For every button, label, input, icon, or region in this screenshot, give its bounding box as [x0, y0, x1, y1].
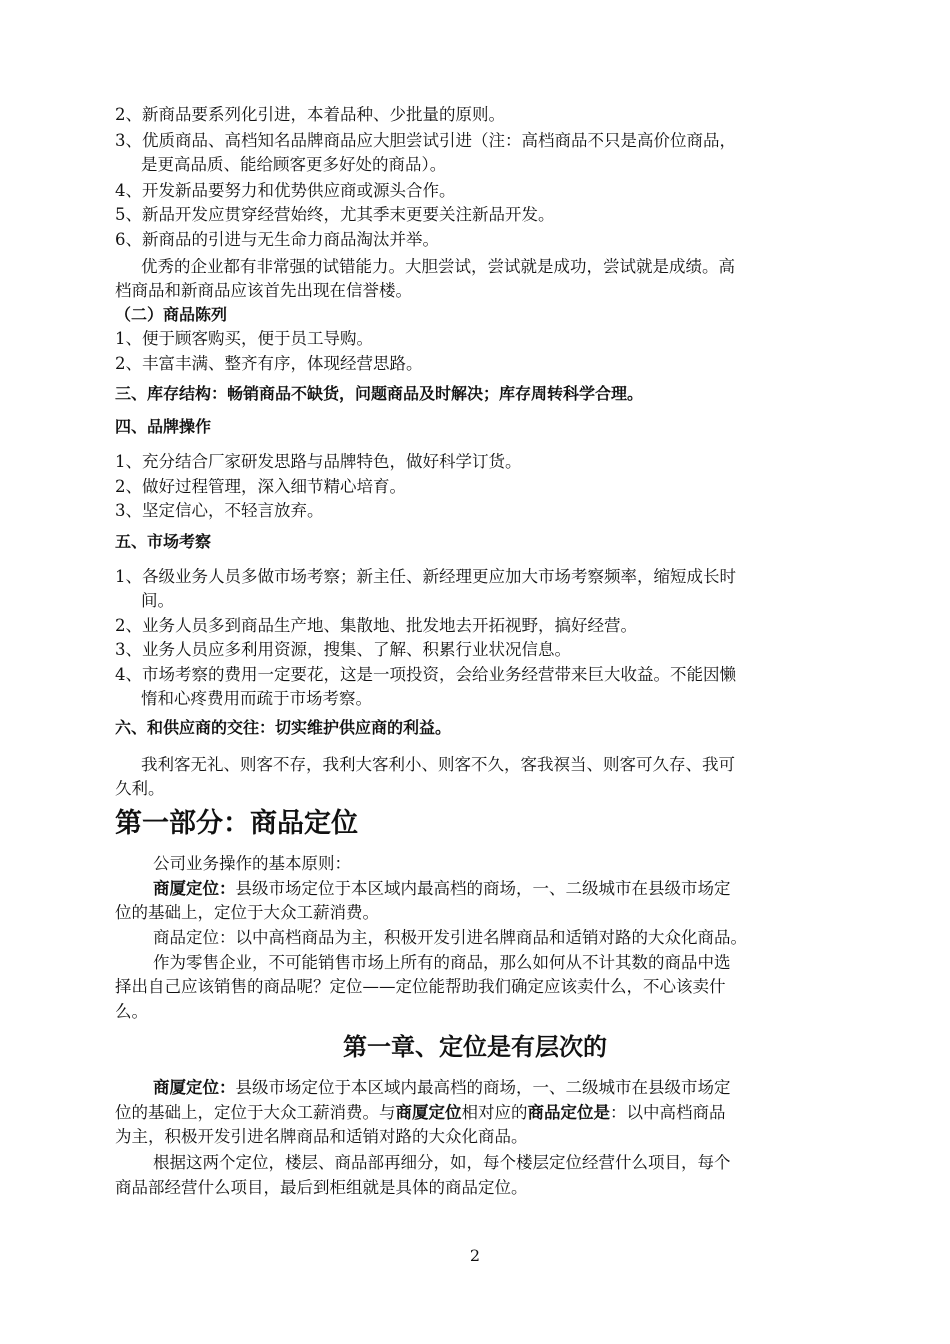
- paragraph-line: [153, 877, 878, 901]
- list-item: 4、市场考察的费用一定要花，这是一项投资，会给业务经营带来巨大收益。不能因懒: [115, 665, 736, 684]
- section-heading: 三、库存结构：畅销商品不缺货，问题商品及时解决；库存周转科学合理。: [115, 384, 644, 403]
- list-item: 5、新品开发应贯穿经营始终，尤其季末更要关注新品开发。: [115, 205, 555, 224]
- paragraph-line: [115, 1101, 840, 1125]
- paragraph-line: 为主，积极开发引进名牌商品和适销对路的大众化商品。: [115, 1127, 528, 1146]
- paragraph-line: 根据这两个定位，楼层、商品部再细分，如，每个楼层定位经营什么项目，每个: [153, 1153, 731, 1172]
- list-item: 2、丰富丰满、整齐有序，体现经营思路。: [115, 354, 423, 373]
- list-item: 3、优质商品、高档知名品牌商品应大胆尝试引进（注：高档商品不只是高价位商品，: [115, 131, 736, 150]
- text-run: 县级市场定位于本区域内最高档的商场，一、二级城市在县级市场定: [235, 879, 731, 898]
- section-heading: 五、市场考察: [115, 532, 212, 551]
- paragraph-line: 商品定位：以中高档商品为主，积极开发引进名牌商品和适销对路的大众化商品。: [153, 928, 747, 947]
- list-item: 1、各级业务人员多做市场考察；新主任、新经理更应加大市场考察频率，缩短成长时: [115, 567, 736, 586]
- paragraph-line: 优秀的企业都有非常强的试错能力。大胆尝试，尝试就是成功，尝试就是成绩。高: [141, 257, 735, 276]
- list-item-continuation: 惰和心疼费用而疏于市场考察。: [141, 689, 372, 708]
- bold-term: 商品定位是: [527, 1103, 610, 1122]
- paragraph-line: 久利。: [115, 779, 165, 798]
- list-item: 1、充分结合厂家研发思路与品牌特色，做好科学订货。: [115, 452, 522, 471]
- bold-term: 商厦定位：: [153, 1078, 236, 1097]
- list-item-continuation: 是更高品质、能给顾客更多好处的商品）。: [141, 155, 447, 174]
- list-item: 3、坚定信心，不轻言放弃。: [115, 501, 324, 520]
- list-item: 1、便于顾客购买，便于员工导购。: [115, 329, 373, 348]
- paragraph-line: 择出自己应该销售的商品呢？定位——定位能帮助我们确定应该卖什么，不心该卖什: [115, 977, 726, 996]
- list-item: 2、业务人员多到商品生产地、集散地、批发地去开拓视野，搞好经营。: [115, 616, 637, 635]
- list-item: 4、开发新品要努力和优势供应商或源头合作。: [115, 181, 456, 200]
- paragraph-line: [153, 1076, 878, 1100]
- section-heading: （二）商品陈列: [115, 305, 228, 324]
- paragraph-line: 档商品和新商品应该首先出现在信誉楼。: [115, 281, 412, 300]
- page-number: 2: [469, 1246, 481, 1265]
- list-item: 6、新商品的引进与无生命力商品淘汰并举。: [115, 230, 439, 249]
- paragraph-line: 么。: [115, 1002, 148, 1021]
- bold-term: 商厦定位: [395, 1103, 462, 1122]
- list-item: 2、新商品要系列化引进，本着品种、少批量的原则。: [115, 105, 505, 124]
- paragraph-line: 位的基础上，定位于大众工薪消费。: [115, 903, 379, 922]
- list-item-continuation: 间。: [141, 591, 174, 610]
- chapter-title: 第一章、定位是有层次的: [343, 1033, 607, 1061]
- paragraph-line: 公司业务操作的基本原则：: [153, 854, 351, 873]
- list-item: 2、做好过程管理，深入细节精心培育。: [115, 477, 406, 496]
- section-heading: 四、品牌操作: [115, 417, 212, 436]
- text-run: ：以中高档商品: [610, 1103, 726, 1122]
- paragraph-line: 我利客无礼、则客不存，我利大客利小、则客不久，客我䄙当、则客可久存、我可: [141, 755, 735, 774]
- part-title: 第一部分：商品定位: [115, 808, 358, 839]
- text-run: 相对应的: [461, 1103, 528, 1122]
- paragraph-line: 商品部经营什么项目，最后到柜组就是具体的商品定位。: [115, 1178, 528, 1197]
- section-heading: 六、和供应商的交往：切实维护供应商的利益。: [115, 718, 452, 737]
- text-run: 县级市场定位于本区域内最高档的商场，一、二级城市在县级市场定: [235, 1078, 731, 1097]
- paragraph-line: 作为零售企业，不可能销售市场上所有的商品，那么如何从不计其数的商品中选: [153, 953, 731, 972]
- bold-term: 商厦定位：: [153, 879, 236, 898]
- list-item: 3、业务人员应多利用资源，搜集、了解、积累行业状况信息。: [115, 640, 571, 659]
- text-run: 位的基础上，定位于大众工薪消费。与: [115, 1103, 396, 1122]
